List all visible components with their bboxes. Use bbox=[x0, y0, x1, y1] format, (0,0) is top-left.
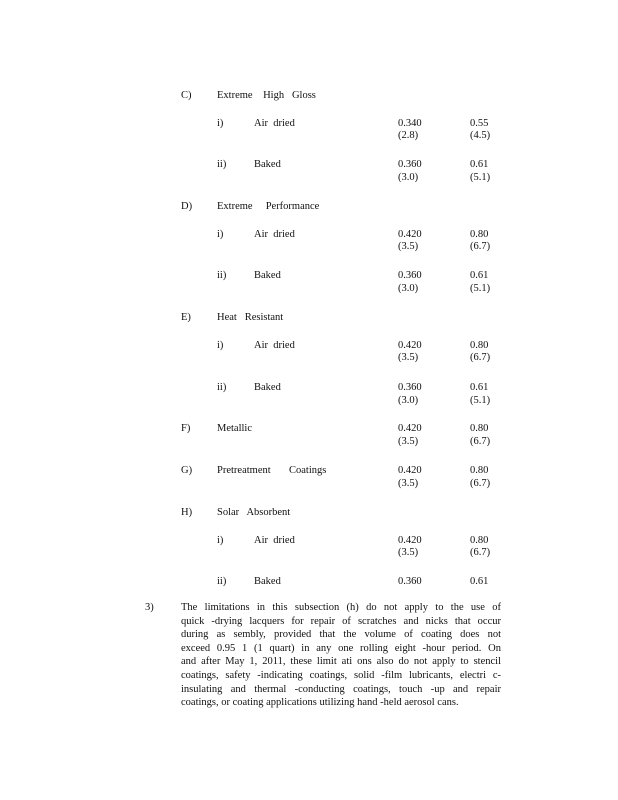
section-d-title: Extreme Performance bbox=[217, 201, 320, 212]
section-d-ii-value1-alt: (3.0) bbox=[398, 283, 419, 294]
section-e-title: Heat Resistant bbox=[217, 312, 284, 323]
section-h-title: Solar Absorbent bbox=[217, 507, 291, 518]
section-e-ii-value2: 0.61 bbox=[470, 382, 489, 393]
section-g-value2-alt: (6.7) bbox=[470, 478, 491, 489]
section-c-i-value1: 0.340 bbox=[398, 118, 422, 129]
section-h-ii-value2: 0.61 bbox=[470, 576, 489, 587]
section-c-ii-value2: 0.61 bbox=[470, 159, 489, 170]
paragraph-line: exceed 0.95 1 (1 quart) in any one rolling eight -hour period. On bbox=[181, 642, 501, 654]
section-c-letter: C) bbox=[181, 90, 192, 101]
paragraph-line: and after May 1, 2011, these limit ati ons also do not apply to stencil bbox=[181, 656, 501, 668]
section-e-ii-value1-alt: (3.0) bbox=[398, 395, 419, 406]
section-e-i-value1: 0.420 bbox=[398, 340, 422, 351]
section-c-ii-label: Baked bbox=[254, 159, 281, 170]
section-c-ii-value1: 0.360 bbox=[398, 159, 422, 170]
section-f-value1: 0.420 bbox=[398, 423, 422, 434]
paragraph-line: The limitations in this subsection (h) do not apply to the use of bbox=[181, 602, 501, 613]
paragraph-body bbox=[181, 601, 501, 710]
paragraph-line: coatings, safety -indicating coatings, solid -film lubricants, electri c- bbox=[181, 669, 501, 681]
section-f-title: Metallic bbox=[217, 423, 252, 434]
section-e-i-value1-alt: (3.5) bbox=[398, 352, 419, 363]
section-f-letter: F) bbox=[181, 423, 191, 434]
section-h-i-value2-alt: (6.7) bbox=[470, 547, 491, 558]
section-c-i-value2: 0.55 bbox=[470, 118, 489, 129]
section-c-i-value2-alt: (4.5) bbox=[470, 130, 491, 141]
section-d-i-num: i) bbox=[217, 229, 224, 240]
section-h-i-label: Air dried bbox=[254, 535, 295, 546]
section-e-i-num: i) bbox=[217, 340, 224, 351]
section-d-ii-value2: 0.61 bbox=[470, 270, 489, 281]
section-e-ii-value2-alt: (5.1) bbox=[470, 395, 491, 406]
section-h-ii-value1: 0.360 bbox=[398, 576, 422, 587]
paragraph-line: quick -drying lacquers for repair of scratches and nicks that occur bbox=[181, 615, 501, 627]
section-e-i-value2: 0.80 bbox=[470, 340, 489, 351]
section-e-ii-value1: 0.360 bbox=[398, 382, 422, 393]
section-f-value1-alt: (3.5) bbox=[398, 436, 419, 447]
section-c-i-value1-alt: (2.8) bbox=[398, 130, 419, 141]
section-h-i-num: i) bbox=[217, 535, 224, 546]
section-d-i-value1: 0.420 bbox=[398, 229, 422, 240]
section-d-i-label: Air dried bbox=[254, 229, 295, 240]
section-h-letter: H) bbox=[181, 507, 193, 518]
section-f-value2: 0.80 bbox=[470, 423, 489, 434]
section-d-i-value2: 0.80 bbox=[470, 229, 489, 240]
section-d-ii-value1: 0.360 bbox=[398, 270, 422, 281]
section-h-i-value2: 0.80 bbox=[470, 535, 489, 546]
section-d-i-value2-alt: (6.7) bbox=[470, 241, 491, 252]
section-e-i-value2-alt: (6.7) bbox=[470, 352, 491, 363]
section-d-ii-value2-alt: (5.1) bbox=[470, 283, 491, 294]
section-c-ii-value2-alt: (5.1) bbox=[470, 172, 491, 183]
section-e-ii-num: ii) bbox=[217, 382, 227, 393]
section-e-ii-label: Baked bbox=[254, 382, 281, 393]
section-c-ii-value1-alt: (3.0) bbox=[398, 172, 419, 183]
section-d-ii-label: Baked bbox=[254, 270, 281, 281]
section-g-letter: G) bbox=[181, 465, 193, 476]
section-g-title: Pretreatment Coatings bbox=[217, 465, 327, 476]
section-d-letter: D) bbox=[181, 201, 193, 212]
section-e-letter: E) bbox=[181, 312, 191, 323]
section-h-i-value1: 0.420 bbox=[398, 535, 422, 546]
section-h-ii-label: Baked bbox=[254, 576, 281, 587]
paragraph-line: coatings, or coating applications utilizing hand -held aerosol cans. bbox=[181, 697, 459, 709]
section-g-value2: 0.80 bbox=[470, 465, 489, 476]
section-d-ii-num: ii) bbox=[217, 270, 227, 281]
section-c-i-label: Air dried bbox=[254, 118, 295, 129]
section-h-i-value1-alt: (3.5) bbox=[398, 547, 419, 558]
section-c-title: Extreme High Gloss bbox=[217, 90, 316, 101]
paragraph-number: 3) bbox=[145, 602, 154, 613]
paragraph-line: insulating and thermal -conducting coatings, touch -up and repair bbox=[181, 683, 501, 695]
section-e-i-label: Air dried bbox=[254, 340, 295, 351]
section-c-i-num: i) bbox=[217, 118, 224, 129]
section-g-value1-alt: (3.5) bbox=[398, 478, 419, 489]
paragraph-line: during as sembly, provided that the volume of coating does not bbox=[181, 629, 501, 641]
section-d-i-value1-alt: (3.5) bbox=[398, 241, 419, 252]
section-f-value2-alt: (6.7) bbox=[470, 436, 491, 447]
section-h-ii-num: ii) bbox=[217, 576, 227, 587]
section-g-value1: 0.420 bbox=[398, 465, 422, 476]
section-c-ii-num: ii) bbox=[217, 159, 227, 170]
